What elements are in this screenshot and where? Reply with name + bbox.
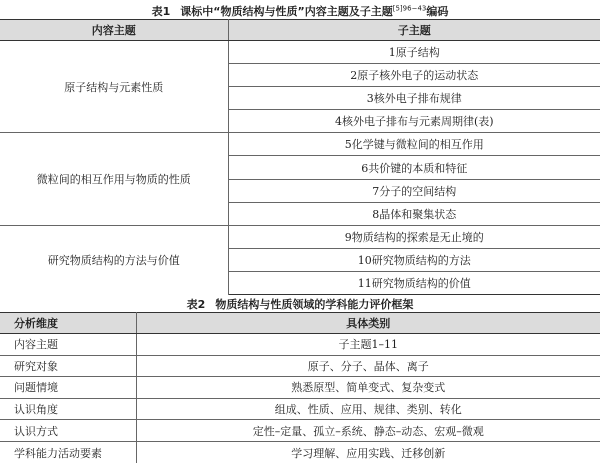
category-cell: 组成、性质、应用、规律、类别、转化: [136, 398, 600, 420]
category-cell: 原子、分子、晶体、离子: [136, 355, 600, 377]
subtopic-cell: 8晶体和聚集状态: [228, 202, 600, 225]
table2-header-category: 具体类别: [136, 313, 600, 334]
category-cell: 熟悉原型、简单变式、复杂变式: [136, 377, 600, 399]
table2-caption: [0, 296, 600, 312]
dimension-cell: 问题情境: [0, 377, 136, 399]
table-row: [0, 377, 600, 399]
dimension-cell: 内容主题: [0, 334, 136, 356]
table1-header-row: [0, 20, 600, 41]
dimension-cell: 学科能力活动要素: [0, 441, 136, 463]
subtopic-cell: 6共价键的本质和特征: [228, 156, 600, 179]
table-row: [0, 225, 600, 248]
subtopic-cell: 9物质结构的探索是无止境的: [228, 225, 600, 248]
dimension-cell: 认识方式: [0, 420, 136, 442]
table-row: [0, 355, 600, 377]
subtopic-cell: 10研究物质结构的方法: [228, 248, 600, 271]
table2-header-dimension: 分析维度: [0, 313, 136, 334]
subtopic-cell: 2原子核外电子的运动状态: [228, 64, 600, 87]
subtopic-cell: 7分子的空间结构: [228, 179, 600, 202]
evaluation-framework-table: [0, 312, 600, 463]
table1-header-topic: 内容主题: [0, 20, 228, 41]
table-row: [0, 441, 600, 463]
dimension-cell: 研究对象: [0, 355, 136, 377]
category-cell: 定性–定量、孤立–系统、静态–动态、宏观–微观: [136, 420, 600, 442]
table1-caption: [0, 3, 600, 19]
table1-caption-text: 课标中“物质结构与性质”内容主题及子主题: [180, 5, 393, 18]
table2-caption-text: 物质结构与性质领域的学科能力评价框架: [215, 298, 414, 311]
table1-caption-number: 表1: [151, 5, 171, 18]
table1-header-subtopic: 子主题: [228, 20, 600, 41]
table2-header-row: [0, 313, 600, 334]
topic-cell-atomic-structure: 原子结构与元素性质: [0, 41, 228, 133]
table-row: [0, 334, 600, 356]
table1-caption-reference: [5]96−43: [392, 4, 427, 13]
category-cell: 子主题1–11: [338, 338, 398, 352]
topic-cell-research-methods: 研究物质结构的方法与价值: [0, 225, 228, 294]
dimension-cell: 认识角度: [0, 398, 136, 420]
table-row: [0, 133, 600, 156]
subtopic-cell: 11研究物质结构的价值: [228, 271, 600, 294]
subtopic-cell: 4核外电子排布与元素周期律(表): [228, 110, 600, 133]
content-topics-table: [0, 19, 600, 295]
table-row: [0, 41, 600, 64]
subtopic-cell: 1原子结构: [388, 46, 440, 60]
table-row: [0, 420, 600, 442]
table2-caption-number: 表2: [186, 298, 206, 311]
topic-cell-particle-interaction: 微粒间的相互作用与物质的性质: [0, 133, 228, 225]
subtopic-cell: 3核外电子排布规律: [228, 87, 600, 110]
table-row: [0, 398, 600, 420]
table1-caption-suffix: 编码: [426, 5, 449, 18]
subtopic-cell: 5化学键与微粒间的相互作用: [228, 133, 600, 156]
category-cell: 学习理解、应用实践、迁移创新: [136, 441, 600, 463]
